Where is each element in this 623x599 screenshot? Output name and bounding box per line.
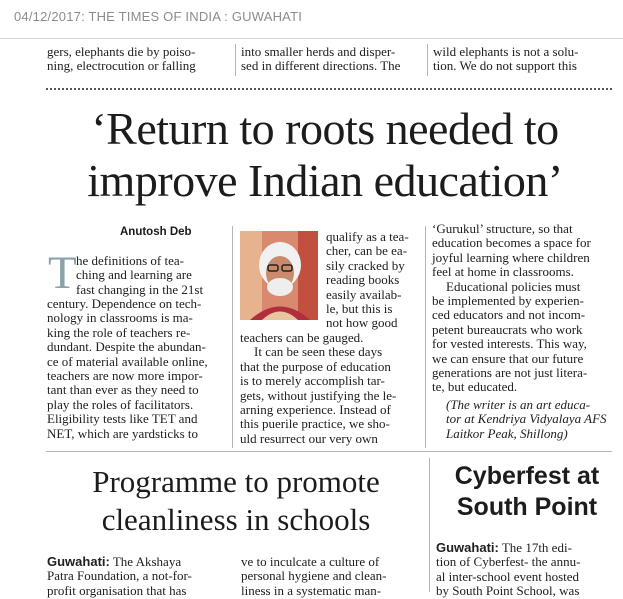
text-line: liness in a systematic man- <box>241 582 382 598</box>
article3-col1 <box>436 541 580 599</box>
text-line: king the role of teachers re- <box>47 324 191 340</box>
author-photo <box>240 231 318 320</box>
article-headline <box>44 463 428 539</box>
text-line: ‘Gurukul’ structure, so that <box>432 221 573 236</box>
article-col1-intro <box>76 254 203 297</box>
dateline: Guwahati: <box>47 554 110 569</box>
text-line: te, but educated. <box>432 379 518 395</box>
text-line: be implemented by experien- <box>432 293 584 309</box>
text-line: NET, which are yardsticks to <box>47 425 199 441</box>
text-line: le, but this is <box>326 301 393 317</box>
source-line: 04/12/2017: THE TIMES OF INDIA : GUWAHATI <box>14 9 303 24</box>
text-line: sily cracked by <box>326 257 405 273</box>
text-line: petent bureaucrats who work <box>432 321 583 337</box>
drop-cap: T <box>48 247 77 299</box>
column-rule <box>427 44 428 76</box>
headline-line: improve Indian education’ <box>87 155 563 206</box>
text-line: century. Dependence on tech- <box>47 296 202 311</box>
top-fragment-col2 <box>241 45 400 74</box>
text-run: The Akshaya <box>109 554 182 569</box>
text-line: ced educators and not incom- <box>432 307 586 323</box>
text-line: reading books <box>326 272 400 288</box>
article-col2-wrap <box>326 230 409 331</box>
text-line: Eligibility tests like TET and <box>47 411 198 427</box>
text-line: Educational policies must <box>446 278 581 294</box>
text-line: fast changing in the 21st <box>76 281 204 297</box>
author-portrait-image <box>240 231 318 320</box>
text-line: easily availab- <box>326 286 402 302</box>
text-line: arning experience. Instead of <box>240 402 391 418</box>
page-header-bar <box>0 0 623 39</box>
text-line: feel at home in classrooms. <box>432 264 574 280</box>
text-line: by South Point School, was <box>436 583 580 599</box>
text-line: teachers can be gauged. <box>240 330 364 345</box>
headline-line: South Point <box>456 493 598 521</box>
text-line: ve to inculcate a culture of <box>241 554 380 569</box>
text-line: not how good <box>326 315 398 331</box>
text-line <box>47 555 192 569</box>
text-line: cher, can be ea- <box>326 243 408 259</box>
text-line: play the roles of facilitators. <box>47 396 194 412</box>
text-line <box>436 541 580 555</box>
column-rule <box>429 458 430 592</box>
text-line: al inter-school event hosted <box>436 568 580 584</box>
text-line: dundant. Despite the abundan- <box>47 339 206 355</box>
text-line: qualify as a tea- <box>326 229 409 244</box>
top-fragment-col3 <box>433 45 579 74</box>
text-line: uld resurrect our very own <box>240 430 378 446</box>
text-line: into smaller herds and disper- <box>241 44 396 59</box>
column-rule <box>232 226 233 448</box>
article-col3-body <box>432 222 591 395</box>
article-col2-body <box>240 331 396 446</box>
text-line: this puerile practice, we sho- <box>240 416 390 432</box>
dateline: Guwahati: <box>436 540 499 555</box>
text-line: we can ensure that our future <box>432 350 584 366</box>
writer-note <box>446 398 607 441</box>
top-fragment-col1 <box>47 45 196 74</box>
text-line: ning, electrocution or falling <box>47 58 196 74</box>
text-line: teachers are now more impor- <box>47 368 203 384</box>
text-line: gers, elephants die by poiso- <box>47 44 196 59</box>
headline-line: ‘Return to roots needed to <box>91 103 559 154</box>
text-line: profit organisation that has <box>47 582 187 598</box>
text-line: Patra Foundation, a not-for- <box>47 568 192 584</box>
headline-line: Cyberfest at <box>454 462 600 490</box>
headline-line: Programme to promote <box>92 464 380 499</box>
article-headline <box>438 461 616 523</box>
text-line: generations are not just litera- <box>432 365 588 381</box>
text-line: (The writer is an art educa- <box>446 397 591 412</box>
text-line: wild elephants is not a solu- <box>433 44 579 59</box>
article-headline <box>40 103 610 207</box>
section-divider <box>46 451 612 452</box>
byline: Anutosh Deb <box>120 226 192 238</box>
column-rule <box>425 226 426 448</box>
text-line: tion. We do not support this <box>433 58 577 74</box>
text-line: tor at Kendriya Vidyalaya AFS <box>446 411 607 427</box>
section-divider <box>46 88 612 90</box>
text-run: The 17th edi- <box>498 540 572 555</box>
text-line: sed in different directions. The <box>241 58 401 74</box>
text-line: is to merely accomplish tar- <box>240 373 385 389</box>
text-line: that the purpose of education <box>240 358 391 374</box>
text-line: gets, without justifying the le- <box>240 387 397 403</box>
text-line: nology in classrooms is ma- <box>47 310 193 326</box>
text-line: tion of Cyberfest- the annu- <box>436 554 581 570</box>
text-line: education becomes a space for <box>432 235 591 251</box>
text-line: personal hygiene and clean- <box>241 568 387 584</box>
text-line: joyful learning where children <box>432 249 590 265</box>
text-line: It can be seen these days <box>254 344 383 360</box>
article-col1-body <box>47 297 208 441</box>
text-line: tant than ever as they need to <box>47 382 199 398</box>
text-line: ching and learning are <box>76 267 192 283</box>
text-line: Laitkor Peak, Shillong) <box>446 425 568 441</box>
text-line: he definitions of tea- <box>76 253 184 268</box>
column-rule <box>235 44 236 76</box>
text-line: for vested interests. This way, <box>432 336 587 352</box>
text-line: ce of material available online, <box>47 353 208 369</box>
headline-line: cleanliness in schools <box>101 502 371 537</box>
